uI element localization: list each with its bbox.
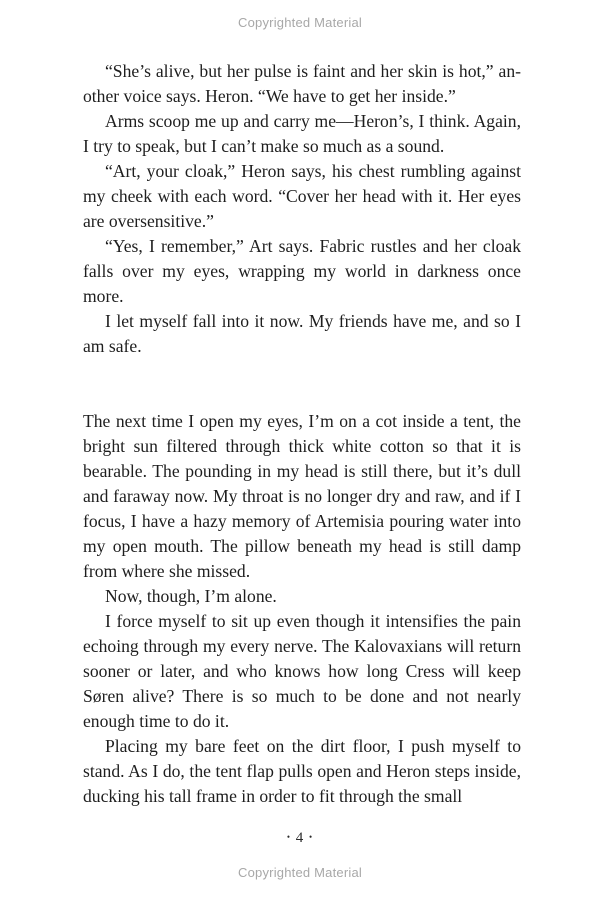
copyright-watermark-bottom: Copyrighted Material	[238, 865, 362, 880]
paragraph: I let myself fall into it now. My friends have me, and so I am safe.	[83, 311, 521, 356]
paragraph: Arms scoop me up and carry me—Heron’s, I think. Again, I try to speak, but I can’t make so much as a sound.	[83, 111, 521, 156]
folio-ornament-right: •	[309, 832, 314, 842]
paragraph: “She’s alive, but her pulse is faint and her skin is hot,” another voice says. Heron. “We have to get her inside.”	[83, 61, 521, 106]
paragraph: Placing my bare feet on the dirt floor, I push myself to stand. As I do, the tent flap pulls open and Heron steps inside, ducking his tall frame in order to fit through the small	[83, 736, 521, 806]
copyright-watermark-top: Copyrighted Material	[238, 15, 362, 30]
folio-ornament-left: •	[286, 832, 291, 842]
page-number: 4	[295, 830, 305, 846]
paragraph: Now, though, I’m alone.	[105, 586, 277, 606]
page-body	[83, 59, 521, 809]
paragraph: I force myself to sit up even though it intensifies the pain echoing through my every nerve. The Kalovaxians will return sooner or later, and who knows how long Cress will keep Søren alive? There is so much to be done and not nearly enough time to do it.	[83, 611, 521, 731]
page-folio	[0, 830, 600, 847]
section-opening-paragraph: The next time I open my eyes, I’m on a cot inside a tent, the bright sun filtered through thick white cotton so that it is bearable. The pounding in my head is still there, but it’s dull and faraway now. My throat is no longer dry and raw, and if I focus, I have a hazy memory of Artemisia pouring water into my open mouth. The pillow beneath my head is still damp from where she missed.	[83, 411, 521, 581]
paragraph: “Art, your cloak,” Heron says, his chest rumbling against my cheek with each word. “Cover her head with it. Her eyes are oversensitive.”	[83, 161, 521, 231]
paragraph: “Yes, I remember,” Art says. Fabric rustles and her cloak falls over my eyes, wrapping my world in darkness once more.	[83, 236, 521, 306]
section-break	[83, 359, 521, 409]
